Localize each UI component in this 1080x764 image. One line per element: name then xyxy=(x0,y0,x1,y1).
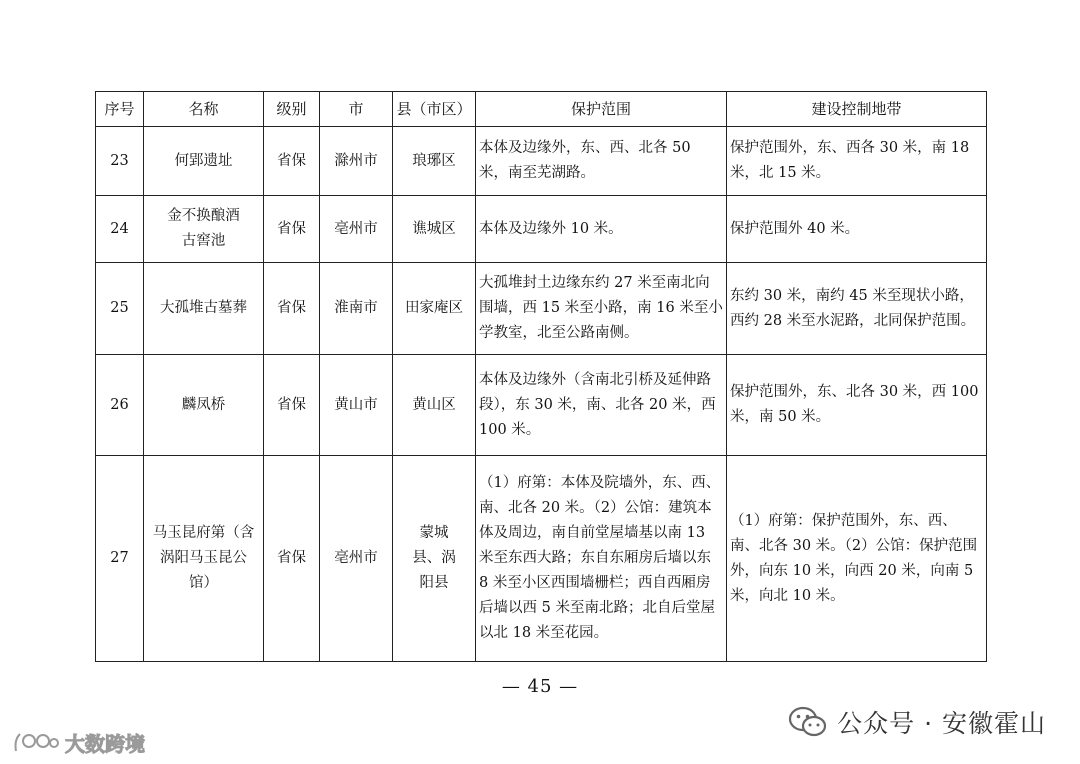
cell-control: 保护范围外，东、西各 30 米，南 18 米，北 15 米。 xyxy=(727,127,987,196)
table-row xyxy=(96,263,987,355)
cell-no: 24 xyxy=(96,196,144,263)
cell-protection: 本体及边缘外（含南北引桥及延伸路段），东 30 米，南、北各 20 米，西 100 米。 xyxy=(476,355,727,456)
cell-control: （1）府第：保护范围外，东、西、南、北各 30 米。（2）公馆：保护范围外，向东 10 米，向西 20 米，向南 5 米，向北 10 米。 xyxy=(727,456,987,662)
cell-control: 保护范围外，东、北各 30 米，西 100 米，南 50 米。 xyxy=(727,355,987,456)
table-row xyxy=(96,196,987,263)
cell-city: 滁州市 xyxy=(320,127,393,196)
watermark-left-text: 大数跨境 xyxy=(65,732,145,756)
header-county: 县（市区） xyxy=(393,92,476,127)
cell-city: 淮南市 xyxy=(320,263,393,355)
cell-level: 省保 xyxy=(264,263,320,355)
header-city: 市 xyxy=(320,92,393,127)
header-protection: 保护范围 xyxy=(476,92,727,127)
cell-name: 马玉昆府第（含涡阳马玉昆公馆） xyxy=(144,456,264,662)
kuajing-logo-icon xyxy=(12,730,60,756)
table-header-row xyxy=(96,92,987,127)
cell-protection: （1）府第：本体及院墙外，东、西、南、北各 20 米。（2）公馆：建筑本体及周边，南自前堂屋墙基以南 13 米至东西大路；东自东厢房后墙以东 8 米至小区西围墙栅栏；西自西厢房后墙以西 5 米至南北路；北自后堂屋以北 18 米至花园。 xyxy=(476,456,727,662)
cell-protection: 大孤堆封土边缘东约 27 米至南北向围墙，西 15 米至小路，南 16 米至小学教室，北至公路南侧。 xyxy=(476,263,727,355)
cell-name: 麟凤桥 xyxy=(144,355,264,456)
cell-control: 东约 30 米，南约 45 米至现状小路，西约 28 米至水泥路，北同保护范围。 xyxy=(727,263,987,355)
cell-city: 黄山市 xyxy=(320,355,393,456)
cell-control: 保护范围外 40 米。 xyxy=(727,196,987,263)
cell-county: 琅琊区 xyxy=(393,127,476,196)
cell-name: 大孤堆古墓葬 xyxy=(144,263,264,355)
watermark-left xyxy=(12,728,145,757)
table-row xyxy=(96,127,987,196)
cell-county: 谯城区 xyxy=(393,196,476,263)
wechat-icon xyxy=(788,705,828,739)
cell-level: 省保 xyxy=(264,456,320,662)
header-no: 序号 xyxy=(96,92,144,127)
cell-city: 亳州市 xyxy=(320,456,393,662)
cell-no: 27 xyxy=(96,456,144,662)
cell-name: 何郢遗址 xyxy=(144,127,264,196)
cell-level: 省保 xyxy=(264,355,320,456)
watermark-right-text: 公众号 · 安徽霍山 xyxy=(837,709,1046,738)
cell-no: 26 xyxy=(96,355,144,456)
watermark-right xyxy=(788,704,1046,740)
cell-county: 田家庵区 xyxy=(393,263,476,355)
cell-name: 金不换酿酒古窖池 xyxy=(144,196,264,263)
cell-level: 省保 xyxy=(264,127,320,196)
cell-no: 25 xyxy=(96,263,144,355)
cell-level: 省保 xyxy=(264,196,320,263)
cell-county: 黄山区 xyxy=(393,355,476,456)
cell-city: 亳州市 xyxy=(320,196,393,263)
table-row xyxy=(96,355,987,456)
table-row xyxy=(96,456,987,662)
cell-no: 23 xyxy=(96,127,144,196)
header-level: 级别 xyxy=(264,92,320,127)
heritage-table xyxy=(95,91,987,662)
page-number: — 45 — xyxy=(501,676,579,697)
cell-protection: 本体及边缘外，东、西、北各 50 米，南至芜湖路。 xyxy=(476,127,727,196)
cell-county: 蒙城县、涡阳县 xyxy=(393,456,476,662)
cell-protection: 本体及边缘外 10 米。 xyxy=(476,196,727,263)
header-name: 名称 xyxy=(144,92,264,127)
header-control: 建设控制地带 xyxy=(727,92,987,127)
